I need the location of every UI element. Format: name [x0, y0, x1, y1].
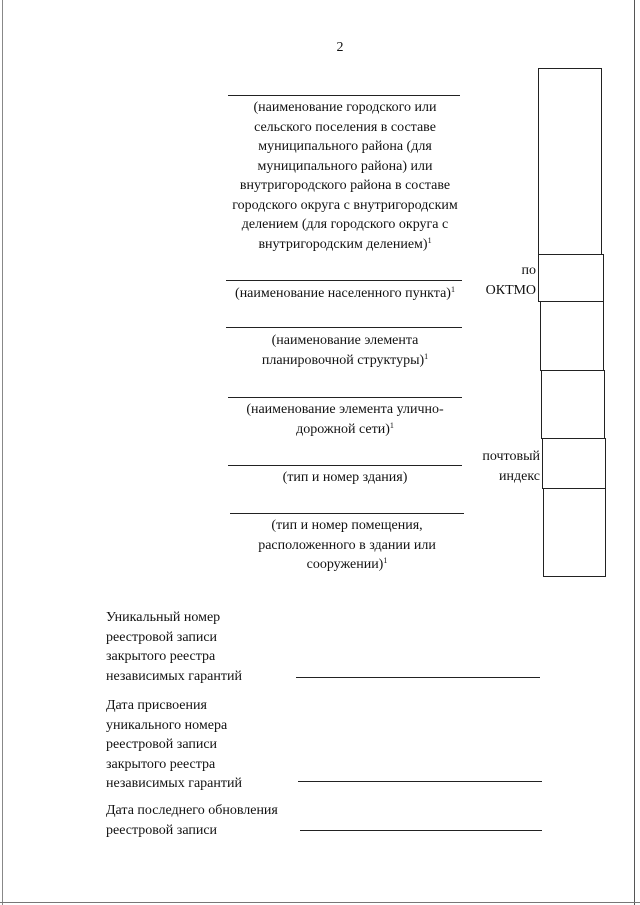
last-update-date-label: Дата последнего обновления реестровой записи	[106, 803, 278, 838]
building-entry-line[interactable]	[228, 465, 462, 466]
locality-entry-line[interactable]	[226, 280, 462, 281]
footnote-mark: 1	[450, 285, 455, 294]
premises-code-box[interactable]	[543, 488, 606, 577]
page-number: 2	[336, 40, 344, 55]
registry-number-label: Уникальный номер реестровой записи закрытого реестра независимых гарантий	[106, 610, 242, 684]
scan-edge-bottom	[0, 902, 640, 903]
locality-caption: (наименование населенного пункта)$^1$	[235, 285, 455, 301]
planning-structure-caption: (наименование элемента планировочной структуры)$^1$	[261, 333, 429, 368]
last-update-date-entry-line[interactable]	[300, 830, 542, 831]
registry-number-entry-line[interactable]	[296, 677, 540, 678]
oktmo-label: по ОКТМО	[485, 263, 536, 298]
footnote-mark: 1	[424, 351, 429, 361]
planning-structure-code-box[interactable]	[540, 301, 604, 371]
oktmo-code-box[interactable]	[538, 254, 604, 302]
street-entry-line[interactable]	[228, 397, 462, 398]
street-code-box[interactable]	[541, 370, 605, 439]
premises-caption: (тип и номер помещения, расположенного в здании или сооружении)$^1$	[258, 518, 436, 572]
assignment-date-entry-line[interactable]	[298, 781, 542, 782]
postal-index-label: почтовый индекс	[482, 449, 540, 484]
planning-structure-entry-line[interactable]	[226, 327, 462, 328]
footnote-mark: 1	[389, 420, 394, 430]
building-caption: (тип и номер здания)	[282, 470, 408, 485]
settlement-code-box[interactable]	[538, 68, 602, 255]
settlement-caption: (наименование городского или сельского поселения в составе муниципального района (для муниципального района) или внутригородского района в составе городского округа с внутригородским делением (для городского округа с внутригородским делением)$^1$	[232, 100, 458, 252]
postal-index-box[interactable]	[542, 438, 606, 489]
street-caption: (наименование элемента улично- дорожной сети)$^1$	[246, 402, 444, 437]
premises-entry-line[interactable]	[230, 513, 464, 514]
footnote-mark: 1	[383, 556, 388, 565]
assignment-date-label: Дата присвоения уникального номера реестровой записи закрытого реестра независимых гарантий	[106, 698, 242, 791]
footnote-mark: 1	[427, 235, 432, 245]
settlement-entry-line[interactable]	[228, 95, 460, 96]
scan-edge-left	[2, 0, 3, 905]
scan-edge-right	[634, 0, 635, 905]
